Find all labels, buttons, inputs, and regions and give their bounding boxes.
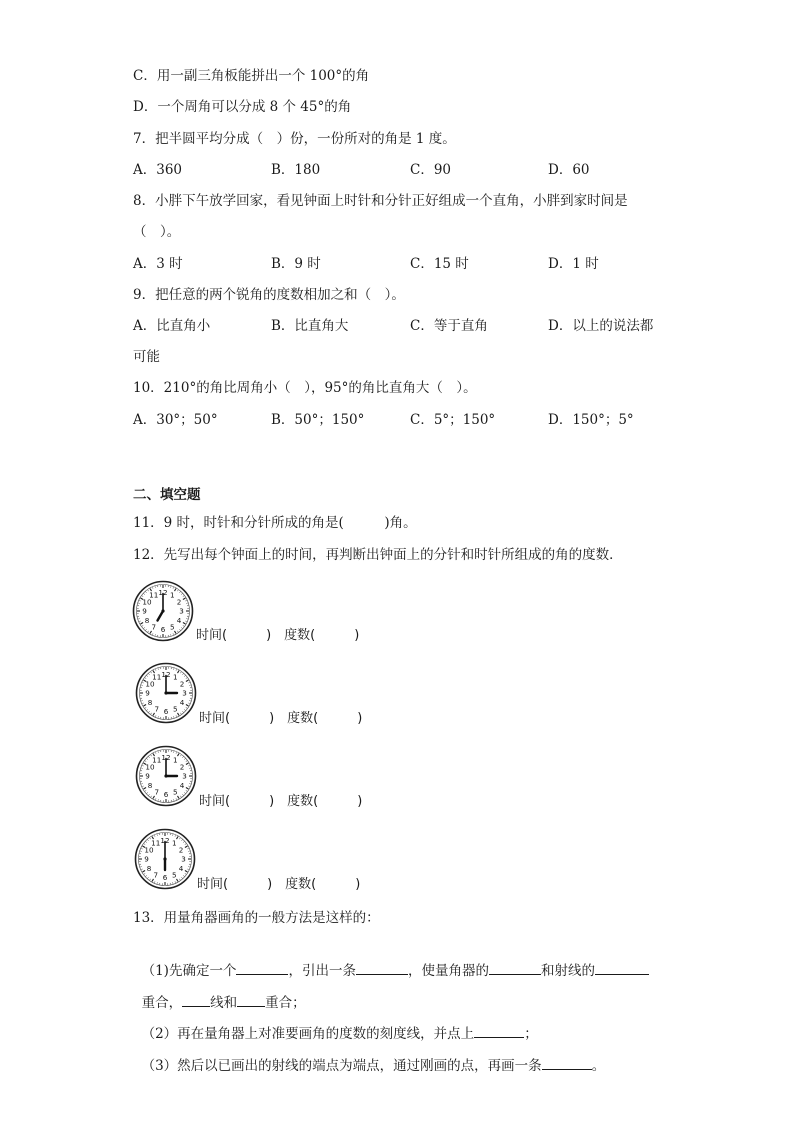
clock-numeral: 6 (163, 790, 169, 800)
clock-face-4 (134, 828, 196, 890)
clock-numeral: 2 (179, 762, 185, 772)
q10-option-d: D．150°；5° (548, 412, 634, 428)
q7-option-c: C．90 (410, 162, 452, 178)
clock-numeral: 11 (151, 838, 161, 848)
q13-step3-text-a: （3）然后以已画出的射线的端点为端点，通过刚画的点，再画一条 (141, 1058, 542, 1074)
q7-option-b: B．180 (271, 162, 321, 178)
q10-stem: 10．210°的角比周角小（ ），95°的角比直角大（ ）。 (133, 380, 477, 396)
clock-face-3 (135, 745, 197, 807)
clock-numeral: 4 (176, 615, 182, 625)
q10-option-b: B．50°；150° (271, 412, 365, 428)
q6-option-c: C．用一副三角板能拼出一个 100°的角 (133, 68, 370, 84)
clock-numeral: 8 (147, 780, 153, 790)
clock-face-2 (135, 662, 197, 724)
clock-numeral: 10 (142, 597, 152, 607)
clock-numeral: 9 (142, 606, 147, 616)
q10-option-c: C．5°；150° (410, 412, 496, 428)
clock-numeral: 10 (145, 679, 155, 689)
q13-step1-text-a: （1)先确定一个 (141, 963, 237, 979)
q11-stem: 11．9 时，时针和分针所成的角是( )角。 (133, 515, 417, 531)
clock-center (164, 691, 167, 694)
clock-numeral: 6 (162, 873, 168, 883)
q13-step2-text-b: ； (524, 1026, 538, 1042)
clock-numeral: 5 (171, 870, 177, 880)
clock-numeral: 1 (169, 590, 175, 600)
q13-step1-text-f: 线和 (210, 995, 238, 1011)
q9-option-c: C．等于直角 (410, 318, 488, 334)
blank-ray[interactable] (356, 960, 408, 975)
q7-option-a: A．360 (133, 162, 183, 178)
q8-option-d: D．1 时 (548, 256, 599, 272)
clock-numeral: 10 (144, 845, 154, 855)
clock-center (163, 857, 166, 860)
clock-numeral: 11 (149, 590, 159, 600)
clock-numeral: 11 (152, 755, 162, 765)
clock-numeral: 9 (145, 771, 150, 781)
q13-step2-text-a: （2）再在量角器上对准要画角的度数的刻度线，并点上 (141, 1026, 475, 1042)
clock-numeral: 6 (160, 625, 166, 635)
clock-numeral: 4 (178, 863, 184, 873)
q13-step1-text-c: ，使量角器的 (407, 963, 489, 979)
q8-option-b: B．9 时 (271, 256, 321, 272)
q8-option-a: A．3 时 (133, 256, 183, 272)
clock-numeral: 7 (154, 704, 160, 714)
clock-numeral: 12 (161, 753, 171, 763)
clock-numeral: 8 (144, 615, 150, 625)
clock-numeral: 7 (154, 787, 160, 797)
q13-step3 (133, 1035, 605, 1076)
clock-numeral: 5 (172, 704, 178, 714)
clock-numeral: 9 (145, 688, 150, 698)
clock-4-label: 时间( ) 度数( ) (197, 877, 361, 892)
blank-protractor-part[interactable] (489, 960, 541, 975)
clock-center (161, 609, 164, 612)
clock-numeral: 1 (172, 755, 178, 765)
blank-last-ray[interactable] (542, 1055, 592, 1070)
clock-numeral: 2 (179, 679, 185, 689)
clock-numeral: 4 (179, 697, 185, 707)
clock-numeral: 1 (172, 672, 178, 682)
q13-step1-text-e: 重合， (141, 995, 183, 1011)
clock-numeral: 9 (144, 854, 149, 864)
clock-numeral: 5 (172, 787, 178, 797)
q8-stem: 8．小胖下午放学回家，看见钟面上时针和分针正好组成一个直角，小胖到家时间是 (133, 193, 628, 209)
q8-option-c: C．15 时 (410, 256, 469, 272)
q13-step1-text-g: 重合； (265, 995, 306, 1011)
clock-numeral: 12 (160, 836, 170, 846)
clock-center (164, 774, 167, 777)
clock-numeral: 8 (147, 697, 153, 707)
clock-numeral: 3 (181, 854, 186, 864)
q10-option-a: A．30°；50° (133, 412, 218, 428)
clock-1-label: 时间( ) 度数( ) (196, 628, 360, 643)
clock-numeral: 7 (153, 870, 159, 880)
q7-stem: 7．把半圆平均分成（ ）份，一份所对的角是 1 度。 (133, 131, 456, 147)
q8-stem-cont: （ ）。 (133, 224, 181, 240)
q9-option-d: D．以上的说法都 (548, 318, 654, 334)
q13-step3-text-b: 。 (591, 1058, 606, 1074)
q13-stem: 13．用量角器画角的一般方法是这样的： (133, 910, 380, 926)
clock-numeral: 1 (171, 838, 177, 848)
clock-numeral: 3 (182, 771, 187, 781)
section-heading: 二、填空题 (133, 487, 201, 503)
clock-numeral: 8 (146, 863, 152, 873)
q9-stem: 9．把任意的两个锐角的度数相加之和（ ）。 (133, 287, 405, 303)
q9-option-b: B．比直角大 (271, 318, 349, 334)
clock-numeral: 3 (179, 606, 184, 616)
clock-numeral: 11 (152, 672, 162, 682)
q13-step1-text-d: 和射线的 (540, 963, 595, 979)
q12-stem: 12．先写出每个钟面上的时间，再判断出钟面上的分针和时针所组成的角的度数． (133, 547, 623, 563)
clock-numeral: 5 (169, 622, 175, 632)
blank-ray-part[interactable] (595, 960, 649, 975)
clock-numeral: 12 (158, 588, 168, 598)
clock-face-1 (132, 580, 194, 642)
clock-numeral: 4 (179, 780, 185, 790)
clock-numeral: 2 (178, 845, 184, 855)
clock-numeral: 3 (182, 688, 187, 698)
clock-numeral: 10 (145, 762, 155, 772)
q7-option-d: D．60 (548, 162, 590, 178)
clock-3-label: 时间( ) 度数( ) (199, 794, 363, 809)
clock-2-label: 时间( ) 度数( ) (199, 711, 363, 726)
q9-option-a: A．比直角小 (133, 318, 211, 334)
q6-option-d: D．一个周角可以分成 8 个 45°的角 (133, 99, 352, 115)
clock-numeral: 6 (163, 707, 169, 717)
clock-numeral: 7 (151, 622, 157, 632)
clock-numeral: 2 (176, 597, 182, 607)
q9-option-d-wrap: 可能 (133, 349, 160, 365)
q13-step1-text-b: ，引出一条 (288, 963, 356, 979)
clock-numeral: 12 (161, 670, 171, 680)
